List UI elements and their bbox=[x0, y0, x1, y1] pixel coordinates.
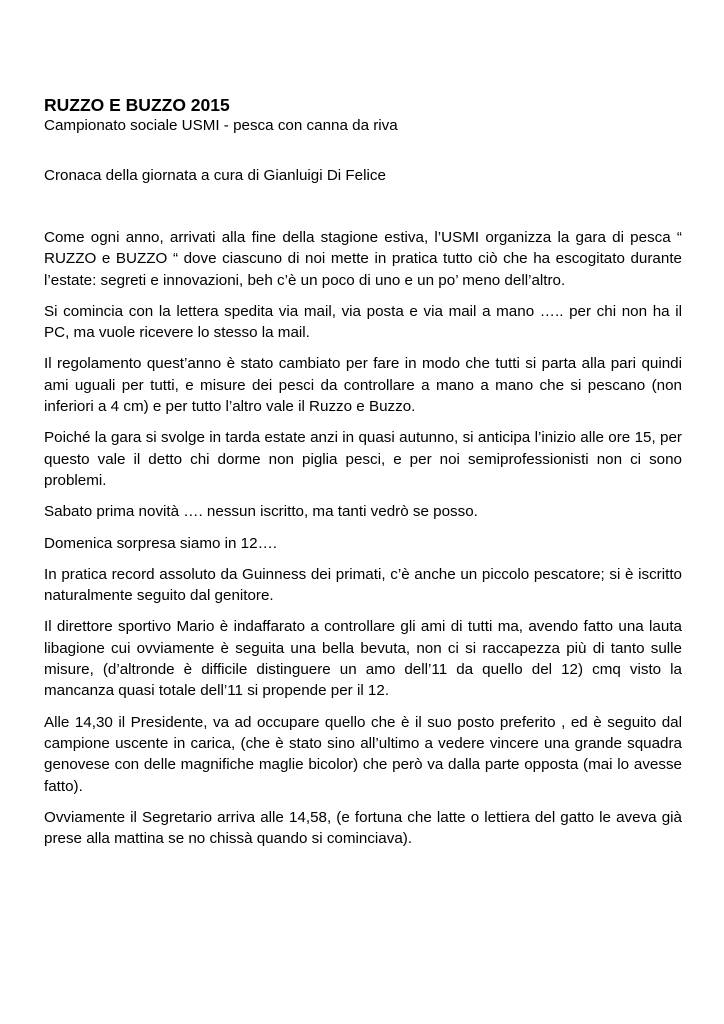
paragraph-2: Si comincia con la lettera spedita via mail, via posta e via mail a mano ….. per chi non ha il PC, ma vuole ricevere lo stesso la mail. bbox=[44, 302, 682, 342]
document-subtitle: Campionato sociale USMI - pesca con canna da riva bbox=[44, 117, 398, 134]
paragraph-4: Poiché la gara si svolge in tarda estate anzi in quasi autunno, si anticipa l’inizio alle ore 15, per questo vale il detto chi dorme non piglia pesci, e per noi semiprofessionisti non ci sono problemi. bbox=[44, 429, 682, 489]
document-body bbox=[44, 227, 682, 849]
document-byline: Cronaca della giornata a cura di Gianluigi Di Felice bbox=[44, 167, 386, 184]
paragraph-1: Come ogni anno, arrivati alla fine della stagione estiva, l’USMI organizza la gara di pesca “ RUZZO e BUZZO “ dove ciascuno di noi mette in pratica tutto ciò che ha escogitato durante l’estate: segreti e innovazioni, beh c’è un poco di uno e un po’ meno dell’altro. bbox=[44, 229, 682, 289]
document-page bbox=[44, 94, 682, 859]
paragraph-10: Ovviamente il Segretario arriva alle 14,58, (e fortuna che latte o lettiera del gatto le aveva già prese alla mattina se no chissà quando si cominciava). bbox=[44, 808, 682, 848]
paragraph-8: Il direttore sportivo Mario è indaffarato a controllare gli ami di tutti ma, avendo fatto una lauta libagione cui ovviamente è seguita una bella bevuta, non ci si raccapezza più di tanto sulle misure, (d’altronde è difficile distinguere un amo dell’11 da quello del 12) cmq visto la mancanza quasi totale dell’11 si propende per il 12. bbox=[44, 618, 682, 700]
paragraph-5: Sabato prima novità …. nessun iscritto, ma tanti vedrò se posso. bbox=[44, 503, 478, 521]
paragraph-7: In pratica record assoluto da Guinness dei primati, c’è anche un piccolo pescatore; si è iscritto naturalmente seguito dal genitore. bbox=[44, 565, 682, 605]
paragraph-6: Domenica sorpresa siamo in 12…. bbox=[44, 534, 277, 552]
paragraph-9: Alle 14,30 il Presidente, va ad occupare quello che è il suo posto preferito , ed è seguito dal campione uscente in carica, (che è stato sino all’ultimo a vedere vincere una grande squadra genovese con delle magnifiche maglie bicolor) che però va dalla parte opposta (mai lo avesse fatto). bbox=[44, 713, 682, 795]
document-title: RUZZO E BUZZO 2015 bbox=[44, 95, 230, 115]
paragraph-3: Il regolamento quest’anno è stato cambiato per fare in modo che tutti si parta alla pari quindi ami uguali per tutti, e misure dei pesci da controllare a mano a mano che si pescano (non inferiori a 4 cm) e per tutto l’altro vale il Ruzzo e Buzzo. bbox=[44, 355, 682, 416]
